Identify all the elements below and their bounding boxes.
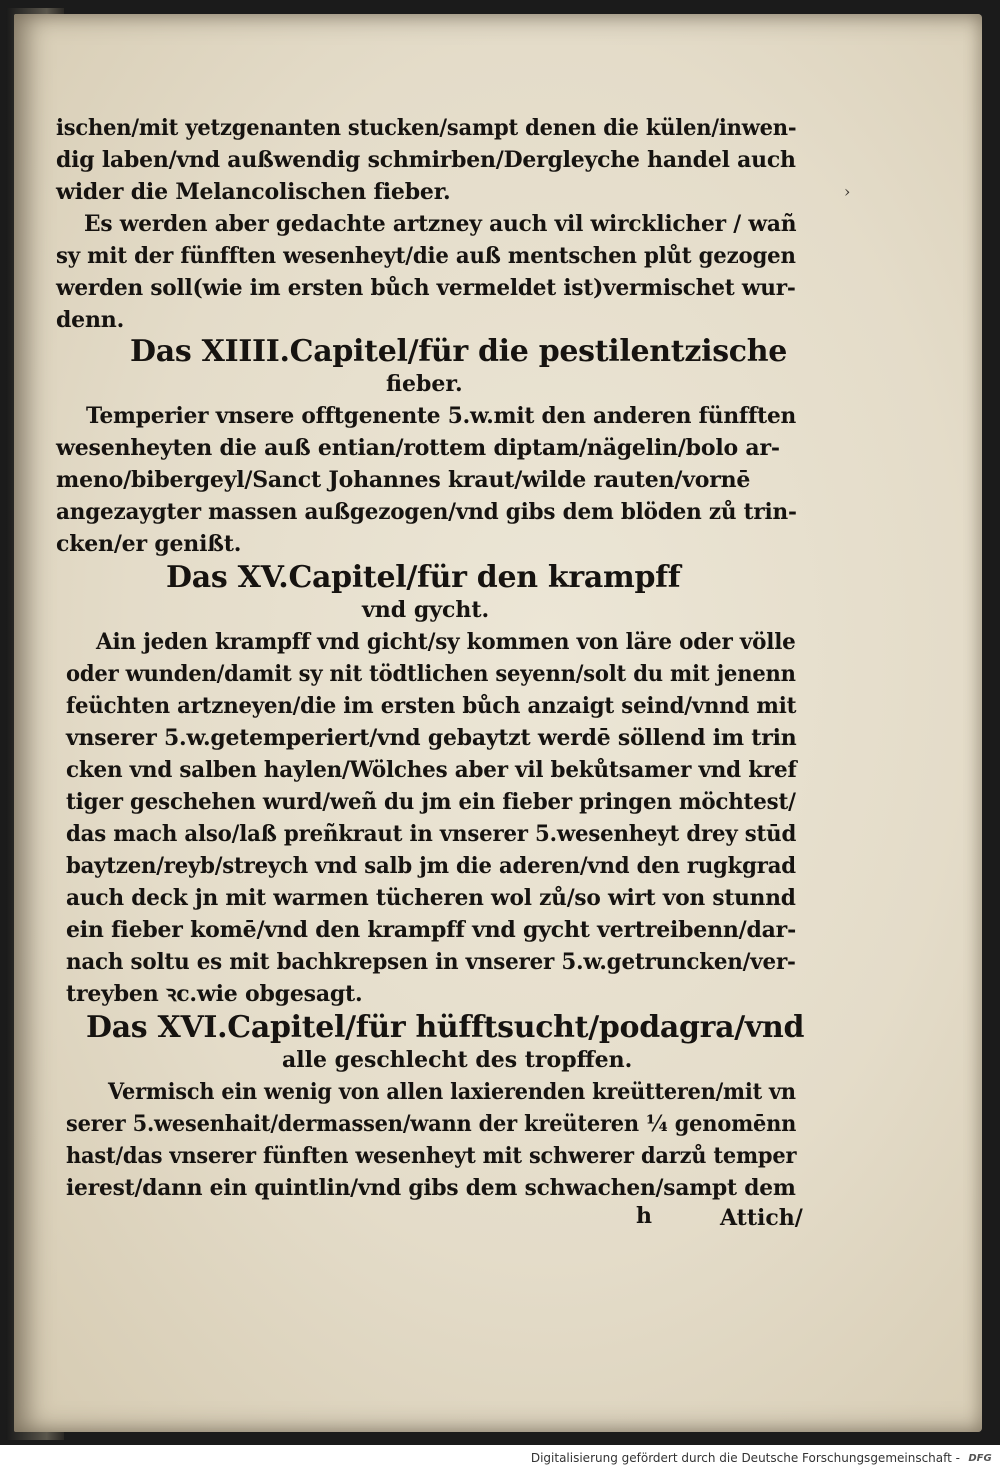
text-line: serer 5.wesenhait/dermassen/wann der kreüteren ¼ genomēnn [66,1111,797,1137]
signature-mark: h [636,1203,652,1229]
chapter-subheading: fieber. [386,371,463,397]
margin-mark: › [844,182,851,201]
chapter-heading: Das XV.Capitel/für den krampff [166,560,681,595]
text-line: Temperier vnsere offtgenente 5.w.mit den anderen fünfften [86,403,797,429]
text-line: ischen/mit yetzgenanten stucken/sampt denen die külen/inwen- [56,115,797,141]
text-line: vnserer 5.w.getemperiert/vnd gebaytzt werdē söllend im trin [66,725,797,751]
text-line: Es werden aber gedachte artzney auch vil wircklicher / wañ [84,211,797,237]
chapter-subheading: vnd gycht. [362,597,490,623]
text-line: hast/das vnserer fünften wesenheyt mit schwerer darzů temper [66,1143,797,1169]
text-line: cken vnd salben haylen/Wölches aber vil bekůtsamer vnd kref [66,757,797,783]
dfg-logo-icon: DFG [968,1453,992,1464]
text-line: Ain jeden krampff vnd gicht/sy kommen von läre oder völle [96,629,796,655]
text-line: nach soltu es mit bachkrepsen in vnserer 5.w.getruncken/ver- [66,949,796,975]
text-line: ein fieber komē/vnd den krampff vnd gycht vertreibenn/dar- [66,917,796,943]
page-text [14,14,982,1432]
text-line: denn. [56,307,125,333]
text-line: cken/er genißt. [56,531,242,557]
text-line: werden soll(wie im ersten bůch vermeldet ist)vermischet wur- [56,275,796,301]
book-page [14,14,982,1432]
text-line: das mach also/laß preñkraut in vnserer 5.wesenheyt drey stūd [66,821,797,847]
footer-bar [0,1445,1000,1473]
chapter-heading: Das XIIII.Capitel/für die pestilentzische [130,334,788,369]
funding-credit: Digitalisierung gefördert durch die Deutsche Forschungsgemeinschaft - [530,1451,960,1465]
text-line: oder wunden/damit sy nit tödtlichen seyenn/solt du mit jenenn [66,661,796,687]
text-line: auch deck jn mit warmen tücheren wol zů/so wirt von stunnd [66,885,796,911]
chapter-heading: Das XVI.Capitel/für hüfftsucht/podagra/vnd [86,1010,805,1045]
text-line: feüchten artzneyen/die im ersten bůch anzaigt seind/vnnd mit [66,693,797,719]
chapter-subheading: alle geschlecht des tropffen. [282,1047,633,1073]
text-line: sy mit der fünfften wesenheyt/die auß mentschen plůt gezogen [56,243,796,269]
text-line: angezaygter massen außgezogen/vnd gibs dem blöden zů trin- [56,499,797,525]
text-line: wesenheyten die auß entian/rottem diptam/nägelin/bolo ar- [56,435,780,461]
text-line: tiger geschehen wurd/weñ du jm ein fieber pringen möchtest/ [66,789,796,815]
text-line: meno/bibergeyl/Sanct Johannes kraut/wilde rauten/vornē [56,467,751,493]
text-line: wider die Melancolischen fieber. [56,179,451,205]
text-line: Vermisch ein wenig von allen laxierenden kreütteren/mit vn [108,1079,796,1105]
text-line: dig laben/vnd außwendig schmirben/Dergleyche handel auch [56,147,796,173]
text-line: ierest/dann ein quintlin/vnd gibs dem schwachen/sampt dem [66,1175,796,1201]
text-line: baytzen/reyb/streych vnd salb jm die aderen/vnd den rugkgrad [66,853,796,879]
text-line: treyben ꝛc.wie obgesagt. [66,981,363,1007]
catchword: Attich/ [720,1205,803,1231]
